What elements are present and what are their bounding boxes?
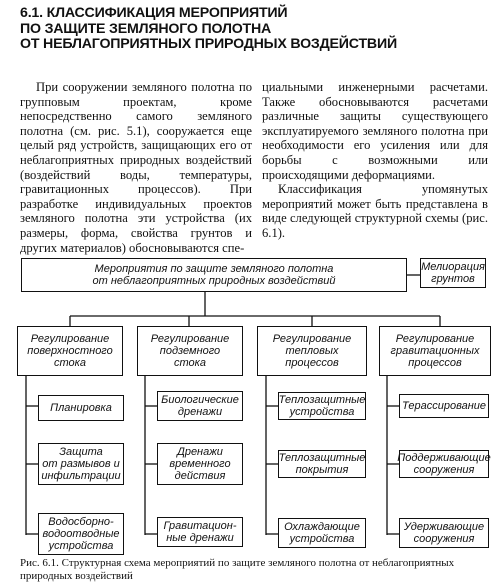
item-label: Гравитацион- ные дренажи (163, 520, 237, 544)
item-box (278, 450, 366, 478)
item-label: Теплозащитные покрытия (278, 452, 366, 476)
diagram-side-label: Мелиорация грунтов (421, 261, 485, 285)
item-label: Теплозащитные устройства (278, 394, 366, 418)
category-box (137, 326, 243, 376)
heading-line: ОТ НЕБЛАГОПРИЯТНЫХ ПРИРОДНЫХ ВОЗДЕЙСТВИЙ (20, 36, 397, 52)
paragraph: При сооружении земляного полотна по групповым проектам, кроме непосредственно самого земляного полотна (см. рис. 5.1), сооружается еще целый ряд устройств, защищающих его от неблагоприятных природных воздействий (воздействий воды, температуры, гравитационных процессов). При разработке индивидуальных проектов земляного полотна эти устройства (их размеры, форма, свойства грунтов и других материалов) обосновываются спе- (20, 80, 252, 255)
item-box (157, 517, 243, 547)
category-label: Регулирование гравитационных процессов (390, 333, 480, 369)
item-box (38, 443, 124, 485)
item-box (157, 391, 243, 421)
diagram-side-box (420, 258, 486, 288)
item-box (38, 395, 124, 421)
diagram-root-box (21, 258, 407, 292)
item-label: Планировка (50, 402, 112, 414)
heading-line: ПО ЗАЩИТЕ ЗЕМЛЯНОГО ПОЛОТНА (20, 20, 272, 37)
body-column-right (262, 80, 488, 241)
category-label: Регулирование подземного стока (150, 333, 230, 369)
item-label: Удерживающие сооружения (403, 521, 485, 545)
item-label: Дренажи временного действия (169, 446, 231, 482)
item-box (399, 518, 489, 548)
paragraph: циальными инженерными расчетами. Также обосновываются расчетами различные защиты существующего эксплуатируемого земляного полотна при необходимости его усиления или для борьбы с возможными или происходящими деформациями. (262, 80, 488, 182)
diagram-root-label: Мероприятия по защите земляного полотна от неблагоприятных природных воздействий (92, 263, 336, 287)
category-label: Регулирование поверхностного стока (27, 333, 113, 369)
section-heading (20, 6, 490, 53)
category-box (17, 326, 123, 376)
item-label: Защита от размывов и инфильтрации (41, 446, 121, 482)
item-box (38, 513, 124, 555)
item-label: Поддерживающие сооружения (397, 452, 491, 476)
item-label: Водосборно- водоотводные устройства (42, 516, 120, 552)
item-label: Охлаждающие устройства (284, 521, 360, 545)
item-box (278, 518, 366, 548)
item-box (399, 450, 489, 478)
category-label: Регулирование тепловых процессов (272, 333, 352, 369)
item-label: Биологические дренажи (161, 394, 239, 418)
item-box (399, 394, 489, 418)
body-column-left (20, 80, 252, 255)
item-label: Терассирование (402, 400, 486, 412)
figure-caption: Рис. 6.1. Структурная схема мероприятий по защите земляного полотна от неблагоприятных природных воздействий (20, 557, 455, 582)
category-box (379, 326, 491, 376)
item-box (157, 443, 243, 485)
paragraph: Классификация упомянутых мероприятий может быть представлена в виде следующей структурной схемы (рис. 6.1). (262, 182, 488, 240)
heading-line: 6.1. КЛАССИФИКАЦИЯ МЕРОПРИЯТИЙ (20, 5, 288, 21)
item-box (278, 392, 366, 420)
category-box (257, 326, 367, 376)
